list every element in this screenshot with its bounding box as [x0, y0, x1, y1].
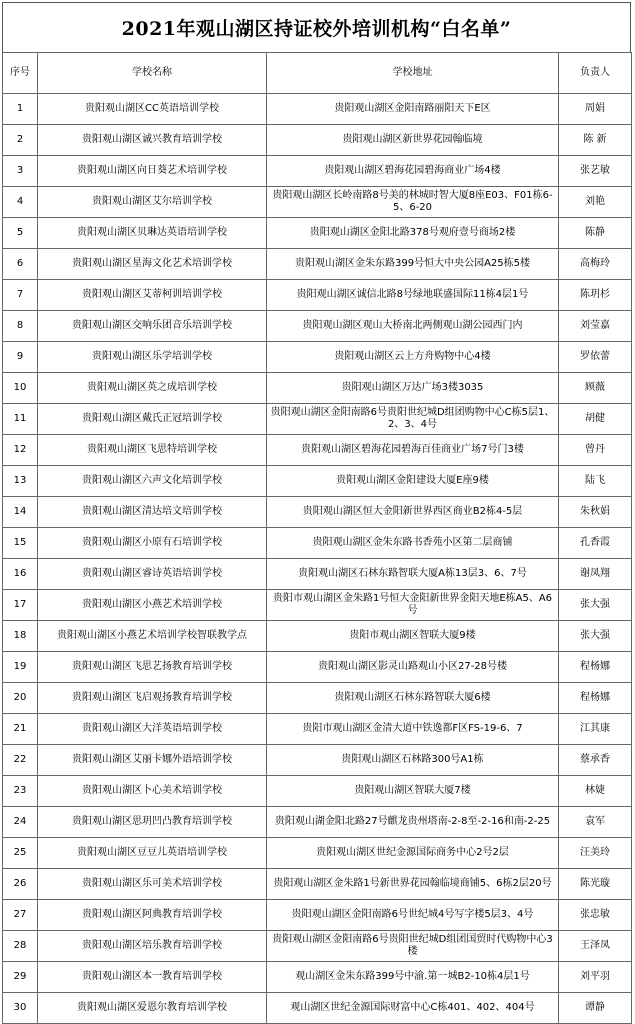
cell-person-in-charge: 袁军 [559, 807, 632, 838]
cell-school-name: 贵阳观山湖区向日葵艺术培训学校 [38, 156, 267, 187]
cell-school-address: 观山湖区金朱东路399号中渝.第一城B2-10栋4层1号 [267, 962, 559, 993]
cell-index: 29 [3, 962, 38, 993]
cell-index: 13 [3, 466, 38, 497]
cell-school-name: 贵阳观山湖区大洋英语培训学校 [38, 714, 267, 745]
cell-school-address: 贵阳观山湖区观山大桥南北两侧观山湖公园西门内 [267, 311, 559, 342]
cell-person-in-charge: 张大强 [559, 590, 632, 621]
cell-school-address: 贵阳观山湖区金朱东路399号恒大中央公园A25栋5楼 [267, 249, 559, 280]
cell-school-name: 贵阳观山湖区飞思特培训学校 [38, 435, 267, 466]
cell-index: 1 [3, 94, 38, 125]
cell-school-address: 贵阳观山湖区新世界花园翰临境 [267, 125, 559, 156]
cell-school-name: 贵阳观山湖区本一教育培训学校 [38, 962, 267, 993]
roster-table [2, 52, 632, 1024]
table-row [3, 931, 632, 962]
table-row [3, 249, 632, 280]
cell-person-in-charge: 张大强 [559, 621, 632, 652]
cell-school-address: 贵阳观山湖金阳北路27号麒龙贵州塔南-2-8至-2-16和南-2-25 [267, 807, 559, 838]
cell-person-in-charge: 蔡承香 [559, 745, 632, 776]
cell-school-name: 贵阳观山湖区诚兴教育培训学校 [38, 125, 267, 156]
cell-school-address: 贵阳观山湖区恒大金阳新世界西区商业B2栋4-5层 [267, 497, 559, 528]
cell-school-address: 贵阳观山湖区金阳南路6号世纪城4号写字楼5层3、4号 [267, 900, 559, 931]
header-school-name: 学校名称 [38, 53, 267, 94]
cell-school-address: 贵阳观山湖区金朱东路书香苑小区第二层商铺 [267, 528, 559, 559]
cell-school-address: 贵阳观山湖区长岭南路8号美的林城时智大厦8座E03、F01栋6-5、6-20 [267, 187, 559, 218]
table-row [3, 900, 632, 931]
table-row [3, 187, 632, 218]
cell-person-in-charge: 周娟 [559, 94, 632, 125]
cell-school-address: 贵阳观山湖区世纪金源国际商务中心2号2层 [267, 838, 559, 869]
table-row [3, 745, 632, 776]
cell-person-in-charge: 谢凤翔 [559, 559, 632, 590]
cell-person-in-charge: 曾丹 [559, 435, 632, 466]
cell-school-address: 贵阳市观山湖区智联大厦9楼 [267, 621, 559, 652]
document-title: 2021年观山湖区持证校外培训机构“白名单” [2, 2, 631, 53]
cell-school-address: 贵阳观山湖区石林东路智联大厦6楼 [267, 683, 559, 714]
cell-index: 9 [3, 342, 38, 373]
table-row [3, 590, 632, 621]
cell-person-in-charge: 陈 新 [559, 125, 632, 156]
cell-person-in-charge: 林婕 [559, 776, 632, 807]
table-row [3, 776, 632, 807]
table-row [3, 621, 632, 652]
cell-school-name: 贵阳观山湖区艾丽卡娜外语培训学校 [38, 745, 267, 776]
table-row [3, 404, 632, 435]
table-row [3, 559, 632, 590]
cell-index: 3 [3, 156, 38, 187]
table-row [3, 311, 632, 342]
cell-school-name: 贵阳观山湖区星海文化艺术培训学校 [38, 249, 267, 280]
table-row [3, 373, 632, 404]
cell-person-in-charge: 江其康 [559, 714, 632, 745]
cell-index: 20 [3, 683, 38, 714]
cell-index: 6 [3, 249, 38, 280]
cell-school-address: 贵阳观山湖区金阳南路丽阳天下E区 [267, 94, 559, 125]
table-row [3, 342, 632, 373]
cell-school-name: 贵阳观山湖区CC英语培训学校 [38, 94, 267, 125]
cell-index: 18 [3, 621, 38, 652]
cell-index: 21 [3, 714, 38, 745]
cell-person-in-charge: 刘莹嘉 [559, 311, 632, 342]
cell-index: 7 [3, 280, 38, 311]
table-row [3, 435, 632, 466]
cell-person-in-charge: 陆飞 [559, 466, 632, 497]
header-row [3, 53, 632, 94]
cell-person-in-charge: 刘艳 [559, 187, 632, 218]
table-row [3, 807, 632, 838]
table-row [3, 125, 632, 156]
cell-person-in-charge: 程杨娜 [559, 683, 632, 714]
cell-school-name: 贵阳观山湖区卜心美术培训学校 [38, 776, 267, 807]
cell-school-name: 贵阳观山湖区六声文化培训学校 [38, 466, 267, 497]
cell-person-in-charge: 顾薇 [559, 373, 632, 404]
cell-school-name: 贵阳观山湖区戴氏正冠培训学校 [38, 404, 267, 435]
cell-school-name: 贵阳观山湖区贝琳达英语培训学校 [38, 218, 267, 249]
cell-school-address: 贵阳市观山湖区金朱路1号恒大金阳新世界金阳天地E栋A5、A6号 [267, 590, 559, 621]
cell-school-address: 贵阳观山湖区万达广场3楼3035 [267, 373, 559, 404]
cell-school-name: 贵阳观山湖区小燕艺术培训学校 [38, 590, 267, 621]
cell-school-name: 贵阳观山湖区爱恩尔教育培训学校 [38, 993, 267, 1024]
cell-index: 30 [3, 993, 38, 1024]
table-row [3, 466, 632, 497]
header-school-address: 学校地址 [267, 53, 559, 94]
header-person-in-charge: 负责人 [559, 53, 632, 94]
cell-index: 4 [3, 187, 38, 218]
cell-person-in-charge: 刘平羽 [559, 962, 632, 993]
cell-school-name: 贵阳观山湖区思玥凹凸教育培训学校 [38, 807, 267, 838]
cell-school-name: 贵阳观山湖区睿诗英语培训学校 [38, 559, 267, 590]
table-row [3, 218, 632, 249]
cell-person-in-charge: 罗依蕾 [559, 342, 632, 373]
cell-school-name: 贵阳观山湖区乐学培训学校 [38, 342, 267, 373]
cell-person-in-charge: 汪美玲 [559, 838, 632, 869]
cell-index: 19 [3, 652, 38, 683]
table-row [3, 280, 632, 311]
table-row [3, 683, 632, 714]
cell-school-address: 贵阳观山湖区诚信北路8号绿地联盛国际11栋4层1号 [267, 280, 559, 311]
cell-school-address: 贵阳市观山湖区金清大道中铁逸都F区FS-19-6、7 [267, 714, 559, 745]
cell-index: 26 [3, 869, 38, 900]
cell-index: 27 [3, 900, 38, 931]
cell-index: 15 [3, 528, 38, 559]
cell-school-name: 贵阳观山湖区英之成培训学校 [38, 373, 267, 404]
cell-index: 2 [3, 125, 38, 156]
cell-school-address: 贵阳观山湖区智联大厦7楼 [267, 776, 559, 807]
cell-school-address: 贵阳观山湖区碧海花园碧海商业广场4楼 [267, 156, 559, 187]
cell-school-name: 贵阳观山湖区艾尔培训学校 [38, 187, 267, 218]
cell-person-in-charge: 张艺敏 [559, 156, 632, 187]
cell-person-in-charge: 王泽凤 [559, 931, 632, 962]
table-row [3, 156, 632, 187]
cell-school-name: 贵阳观山湖区小燕艺术培训学校智联教学点 [38, 621, 267, 652]
cell-school-name: 贵阳观山湖区清达培文培训学校 [38, 497, 267, 528]
cell-school-address: 贵阳观山湖区金朱路1号新世界花园翰临境商铺5、6栋2层20号 [267, 869, 559, 900]
table-row [3, 652, 632, 683]
cell-school-address: 贵阳观山湖区石林路300号A1栋 [267, 745, 559, 776]
cell-index: 8 [3, 311, 38, 342]
cell-school-address: 贵阳观山湖区影灵山路观山小区27-28号楼 [267, 652, 559, 683]
cell-person-in-charge: 高梅玲 [559, 249, 632, 280]
cell-person-in-charge: 陈玥杉 [559, 280, 632, 311]
cell-index: 25 [3, 838, 38, 869]
table-row [3, 714, 632, 745]
cell-school-address: 贵阳观山湖区金阳建设大厦E座9楼 [267, 466, 559, 497]
cell-school-name: 贵阳观山湖区阿典教育培训学校 [38, 900, 267, 931]
table-row [3, 94, 632, 125]
cell-school-address: 观山湖区世纪金源国际财富中心C栋401、402、404号 [267, 993, 559, 1024]
cell-school-name: 贵阳观山湖区小原有石培训学校 [38, 528, 267, 559]
table-row [3, 869, 632, 900]
table-row [3, 528, 632, 559]
cell-school-name: 贵阳观山湖区飞启观扬教育培训学校 [38, 683, 267, 714]
cell-index: 22 [3, 745, 38, 776]
cell-index: 14 [3, 497, 38, 528]
cell-person-in-charge: 陈静 [559, 218, 632, 249]
cell-person-in-charge: 陈光璇 [559, 869, 632, 900]
cell-school-address: 贵阳观山湖区石林东路智联大厦A栋13层3、6、7号 [267, 559, 559, 590]
cell-person-in-charge: 孔香霞 [559, 528, 632, 559]
cell-index: 23 [3, 776, 38, 807]
cell-person-in-charge: 张忠敏 [559, 900, 632, 931]
cell-school-name: 贵阳观山湖区培乐教育培训学校 [38, 931, 267, 962]
cell-school-name: 贵阳观山湖区乐可美术培训学校 [38, 869, 267, 900]
table-row [3, 962, 632, 993]
cell-school-address: 贵阳观山湖区碧海花园碧海百佳商业广场7号门3楼 [267, 435, 559, 466]
cell-person-in-charge: 胡健 [559, 404, 632, 435]
cell-school-name: 贵阳观山湖区交响乐团音乐培训学校 [38, 311, 267, 342]
cell-index: 12 [3, 435, 38, 466]
cell-index: 5 [3, 218, 38, 249]
cell-school-address: 贵阳观山湖区金阳南路6号贵阳世纪城D组团国贸时代购物中心3楼 [267, 931, 559, 962]
cell-person-in-charge: 朱秋娟 [559, 497, 632, 528]
cell-person-in-charge: 程杨娜 [559, 652, 632, 683]
cell-school-name: 贵阳观山湖区豆豆儿英语培训学校 [38, 838, 267, 869]
cell-index: 17 [3, 590, 38, 621]
cell-school-name: 贵阳观山湖区艾蒂柯训培训学校 [38, 280, 267, 311]
cell-school-address: 贵阳观山湖区金阳南路6号贵阳世纪城D组团购物中心C栋5层1、2、3、4号 [267, 404, 559, 435]
cell-index: 28 [3, 931, 38, 962]
table-row [3, 993, 632, 1024]
cell-school-address: 贵阳观山湖区云上方舟购物中心4楼 [267, 342, 559, 373]
cell-person-in-charge: 谭静 [559, 993, 632, 1024]
cell-index: 10 [3, 373, 38, 404]
header-index: 序号 [3, 53, 38, 94]
cell-index: 11 [3, 404, 38, 435]
cell-school-name: 贵阳观山湖区飞思艺扬教育培训学校 [38, 652, 267, 683]
table-row [3, 497, 632, 528]
cell-index: 16 [3, 559, 38, 590]
cell-school-address: 贵阳观山湖区金阳北路378号观府壹号商场2楼 [267, 218, 559, 249]
table-body [3, 94, 632, 1024]
cell-index: 24 [3, 807, 38, 838]
table-row [3, 838, 632, 869]
